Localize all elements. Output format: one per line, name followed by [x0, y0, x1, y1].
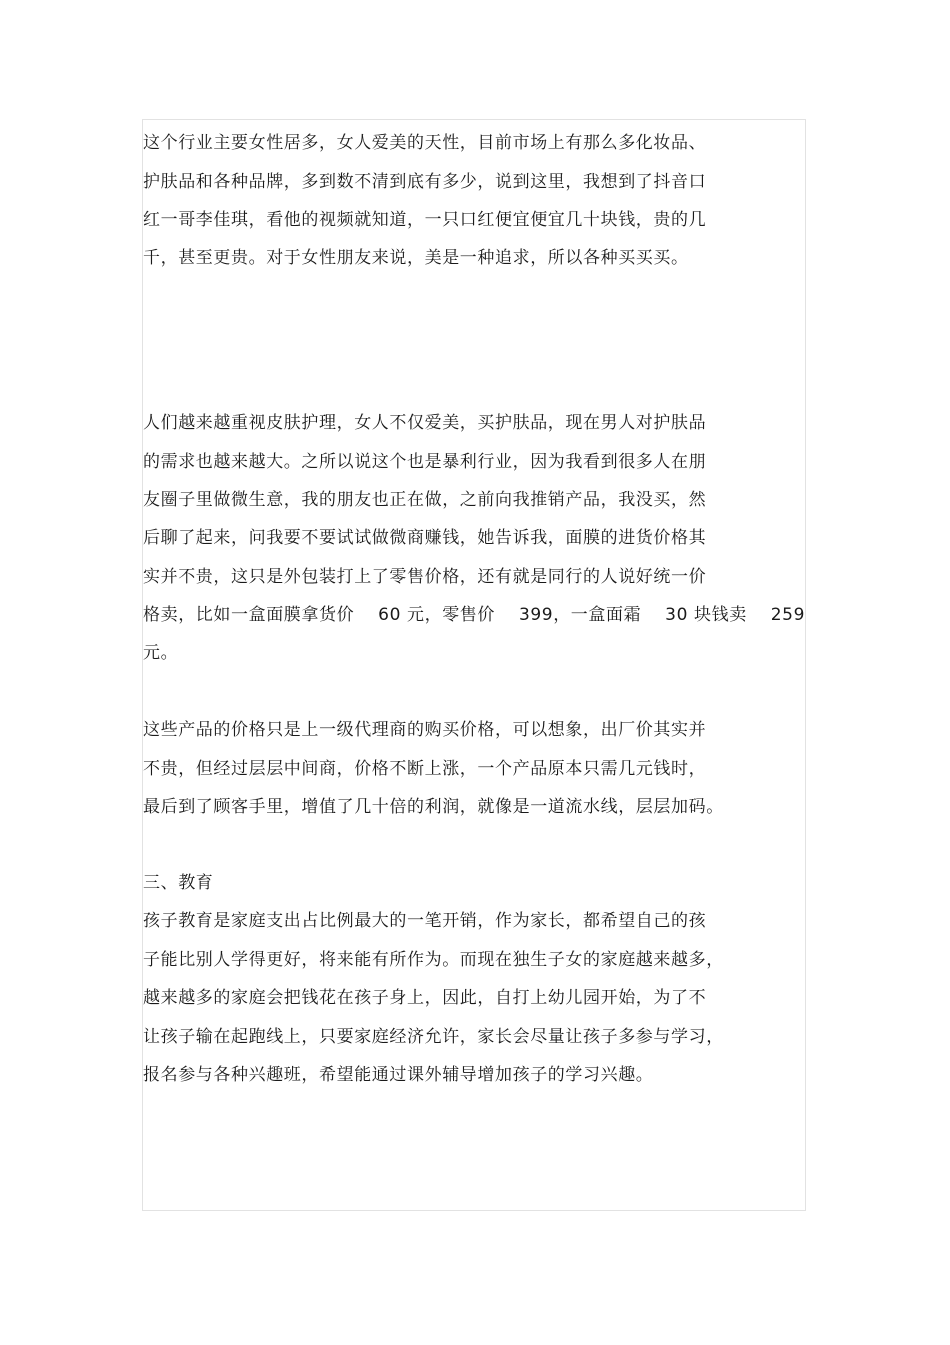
- paragraph-4-line-1: 孩子教育是家庭支出占比例最大的一笔开销，作为家长，都希望自己的孩: [143, 911, 707, 931]
- price-line: [143, 604, 805, 626]
- price-segment-3: 399，一盒面霜: [518, 605, 642, 625]
- paragraph-4-line-3: 越来越多的家庭会把钱花在孩子身上，因此，自打上幼儿园开始，为了不: [143, 988, 707, 1008]
- price-segment-4: 30 块钱卖: [665, 605, 747, 625]
- paragraph-2-line-5: 实并不贵，这只是外包装打上了零售价格，还有就是同行的人说好统一价: [143, 567, 707, 587]
- paragraph-1-line-3: 红一哥李佳琪，看他的视频就知道，一只口红便宜便宜几十块钱，贵的几: [143, 210, 707, 230]
- section-heading: 三、教育: [143, 873, 214, 893]
- paragraph-3-line-1: 这些产品的价格只是上一级代理商的购买价格，可以想象，出厂价其实并: [143, 720, 707, 740]
- paragraph-2-line-1: 人们越来越重视皮肤护理，女人不仅爱美，买护肤品，现在男人对护肤品: [143, 413, 707, 433]
- paragraph-1-line-1: 这个行业主要女性居多，女人爱美的天性，目前市场上有那么多化妆品、: [143, 133, 707, 153]
- price-segment-1: 格卖，比如一盒面膜拿货价: [143, 605, 355, 625]
- paragraph-4-line-4: 让孩子输在起跑线上，只要家庭经济允许，家长会尽量让孩子多参与学习，: [143, 1027, 724, 1047]
- paragraph-2-line-2: 的需求也越来越大。之所以说这个也是暴利行业，因为我看到很多人在朋: [143, 452, 707, 472]
- price-segment-2: 60 元，零售价: [378, 605, 495, 625]
- paragraph-3-line-2: 不贵，但经过层层中间商，价格不断上涨，一个产品原本只需几元钱时，: [143, 759, 707, 779]
- paragraph-2-line-4: 后聊了起来，问我要不要试试做微商赚钱，她告诉我，面膜的进货价格其: [143, 528, 707, 548]
- paragraph-2-line-3: 友圈子里做微生意，我的朋友也正在做，之前向我推销产品，我没买，然: [143, 490, 707, 510]
- paragraph-1-line-4: 千，甚至更贵。对于女性朋友来说，美是一种追求，所以各种买买买。: [143, 248, 689, 268]
- paragraph-4-line-2: 子能比别人学得更好，将来能有所作为。而现在独生子女的家庭越来越多，: [143, 950, 724, 970]
- price-segment-5: 259: [770, 605, 805, 625]
- paragraph-1-line-2: 护肤品和各种品牌，多到数不清到底有多少，说到这里，我想到了抖音口: [143, 172, 707, 192]
- paragraph-3-line-3: 最后到了顾客手里，增值了几十倍的利润，就像是一道流水线，层层加码。: [143, 797, 724, 817]
- paragraph-4-line-5: 报名参与各种兴趣班，希望能通过课外辅导增加孩子的学习兴趣。: [143, 1065, 654, 1085]
- paragraph-2-end: 元。: [143, 643, 179, 663]
